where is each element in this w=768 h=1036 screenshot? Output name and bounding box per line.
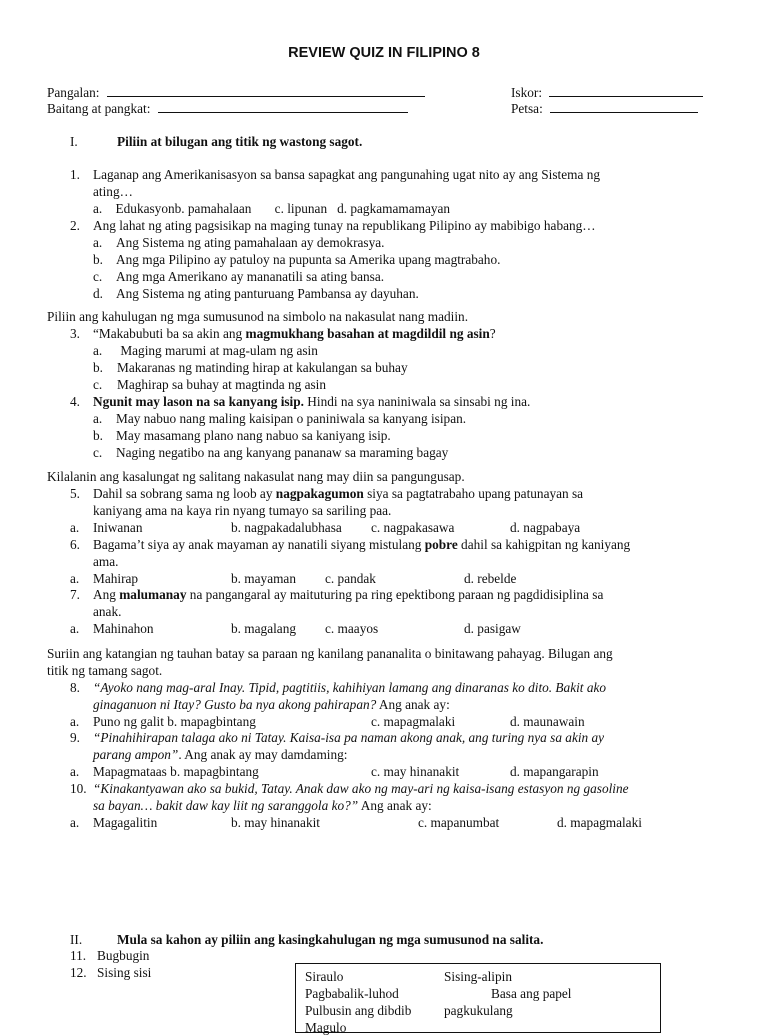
q2-number: 2. [70, 218, 80, 233]
q10-choice-a: Magagalitin [93, 815, 158, 830]
q12-number: 12. [70, 965, 87, 980]
q7-choice-a-letter: a. [70, 621, 80, 636]
q5-choice-c: c. nagpakasawa [371, 520, 455, 535]
quiz-title: REVIEW QUIZ IN FILIPINO 8 [288, 45, 480, 61]
q4-choice-c-letter: c. [93, 445, 103, 460]
q3-number: 3. [70, 326, 80, 341]
q6-text-post: dahil sa kahigpitan ng kaniyang [457, 537, 631, 552]
q10-number: 10. [70, 781, 87, 796]
q3-choice-c: Maghirap sa buhay at magtinda ng asin [117, 377, 327, 392]
q5-text-bold: nagpakagumon [275, 486, 364, 501]
q2-choice-c-letter: c. [93, 269, 103, 284]
q9-number: 9. [70, 730, 80, 745]
q8-choice-ab: Puno ng galit b. mapagbintang [93, 714, 256, 729]
q2-choice-d-letter: d. [93, 286, 103, 301]
q9-choice-a-letter: a. [70, 764, 80, 779]
q4-choice-b: May masamang plano nang nabuo sa kaniyang isip. [116, 428, 391, 443]
q8-choice-a-letter: a. [70, 714, 80, 729]
q7-number: 7. [70, 587, 80, 602]
section2-instruction: Piliin ang kahulugan ng mga sumusunod na simbolo na nakasulat nang madiin. [47, 309, 469, 324]
q4-text-post: Hindi na sya naniniwala sa sinsabi ng ina. [303, 394, 531, 409]
q4-choice-a: May nabuo nang maling kaisipan o paniniwala sa kanyang isipan. [116, 411, 467, 426]
q2-choice-a-letter: a. [93, 235, 103, 250]
q9-quote-line2 [93, 746, 347, 763]
q4-text [93, 393, 530, 410]
date-label: Petsa: [511, 101, 543, 116]
q10-choice-b: b. may hinanakit [231, 815, 320, 830]
q6-text-pre: Bagama’t siya ay anak mayaman ay nanatili siyang mistulang [93, 537, 425, 552]
box-word-pagkukulang: pagkukulang [444, 1003, 513, 1018]
q4-choice-b-letter: b. [93, 428, 103, 443]
q4-choice-c: Naging negatibo na ang kanyang pananaw sa maraming bagay [116, 445, 449, 460]
q3-choice-b: Makaranas ng matinding hirap at kakulangan sa buhay [117, 360, 408, 375]
q9-choice-c: c. may hinanakit [371, 764, 460, 779]
q3-text-bold: magmukhang basahan at magdildil ng asin [245, 326, 490, 341]
box-word-pagbabalik-luhod: Pagbabalik-luhod [305, 986, 399, 1001]
q7-text [93, 586, 603, 603]
q7-text-post: na pangangaral ay maituturing pa ring epektibong paraan ng pagdidisiplina sa [186, 587, 604, 602]
q3-choice-a-letter: a. [93, 343, 103, 358]
q5-text [93, 485, 583, 502]
box-word-pulbusin-ang-dibdib: Pulbusin ang dibdib [305, 1003, 412, 1018]
q4-text-bold: Ngunit may lason na sa kanyang isip. [93, 394, 304, 409]
q7-text-line2: anak. [93, 604, 122, 619]
q5-text-line2: kaniyang ama na kaya rin nyang tumayo sa sariling paa. [93, 503, 392, 518]
q2-choice-c: Ang mga Amerikano ay mananatili sa ating bansa. [116, 269, 385, 284]
word-choice-box [295, 963, 661, 1033]
name-field[interactable] [107, 83, 425, 97]
q4-choice-a-letter: a. [93, 411, 103, 426]
q10-quote-line2 [93, 797, 432, 814]
part1-instruction: Piliin at bilugan ang titik ng wastong sagot. [117, 134, 363, 149]
q10-choice-a-letter: a. [70, 815, 80, 830]
q1-choices: a. Edukasyonb. pamahalaan c. lipunan d. pagkamamamayan [93, 201, 451, 216]
q8-quote-line2-tail: Ang anak ay: [376, 697, 450, 712]
q9-choice-d: d. mapangarapin [510, 764, 599, 779]
q1-number: 1. [70, 167, 80, 182]
box-word-sising-alipin: Sising-alipin [444, 969, 512, 984]
q2-text: Ang lahat ng ating pagsisikap na maging tunay na republikang Pilipino ay mabibigo habang… [93, 218, 596, 233]
box-word-siraulo: Siraulo [305, 969, 344, 984]
q7-text-pre: Ang [93, 587, 120, 602]
grade-field[interactable] [158, 99, 408, 113]
q9-choice-ab: Mapagmataas b. mapagbintang [93, 764, 259, 779]
q10-choice-c: c. mapanumbat [418, 815, 500, 830]
part2-numeral: II. [70, 932, 83, 947]
q3-text-pre: “Makabubuti ba sa akin ang [93, 326, 246, 341]
q11-number: 11. [70, 948, 87, 963]
q3-choice-b-letter: b. [93, 360, 103, 375]
q9-quote-line2-italic: parang ampon” [93, 747, 179, 762]
date-field[interactable] [550, 99, 698, 113]
q2-choice-b-letter: b. [93, 252, 103, 267]
q3-choice-a: Maging marumi at mag-ulam ng asin [117, 343, 318, 358]
q5-choice-a: Iniwanan [93, 520, 143, 535]
q7-text-bold: malumanay [119, 587, 187, 602]
q7-choice-a: Mahinahon [93, 621, 154, 636]
q2-choice-d: Ang Sistema ng ating panturuang Pambansa ay dayuhan. [116, 286, 419, 301]
q8-quote-line2 [93, 696, 450, 713]
q7-choice-d: d. pasigaw [464, 621, 521, 636]
q6-text [93, 536, 630, 553]
q1-text-line2: ating… [93, 184, 133, 199]
q12-word: Sising sisi [97, 965, 152, 980]
section3-instruction: Kilalanin ang kasalungat ng salitang nakasulat nang may diin sa pangungusap. [47, 469, 465, 484]
q6-text-line2: ama. [93, 554, 119, 569]
q5-text-post: siya sa pagtatrabaho upang patunayan sa [363, 486, 584, 501]
q5-choice-d: d. nagpabaya [510, 520, 581, 535]
q10-choice-d: d. mapagmalaki [557, 815, 642, 830]
q11-word: Bugbugin [97, 948, 150, 963]
q5-choice-a-letter: a. [70, 520, 80, 535]
score-label: Iskor: [511, 85, 543, 100]
q5-number: 5. [70, 486, 80, 501]
section4-instruction-line2: titik ng tamang sagot. [47, 663, 163, 678]
q6-choice-a-letter: a. [70, 571, 80, 586]
q8-choice-c: c. mapagmalaki [371, 714, 456, 729]
q10-quote-line1: “Kinakantyawan ako sa bukid, Tatay. Anak daw ako ng may-ari ng kaisa-isang estasyon ng gasoline [93, 781, 629, 796]
part2-instruction: Mula sa kahon ay piliin ang kasingkahulugan ng mga sumusunod na salita. [117, 932, 544, 947]
grade-label: Baitang at pangkat: [47, 101, 151, 116]
q3-text [93, 325, 496, 342]
q8-quote-line1: “Ayoko nang mag-aral Inay. Tipid, pagtitiis, kahihiyan lamang ang dinaranas ko dito. Bakit ako [93, 680, 607, 695]
q9-quote-line2-tail: . Ang anak ay may damdaming: [178, 747, 348, 762]
q2-choice-a: Ang Sistema ng ating pamahalaan ay demokrasya. [116, 235, 385, 250]
q6-text-bold: pobre [424, 537, 458, 552]
q8-choice-d: d. maunawain [510, 714, 585, 729]
date-field-row [511, 99, 698, 117]
box-word-magulo: Magulo [305, 1020, 347, 1035]
q6-choice-a: Mahirap [93, 571, 139, 586]
grade-field-row [47, 99, 408, 117]
q3-text-post: ? [489, 326, 496, 341]
name-label: Pangalan: [47, 85, 100, 100]
q5-text-pre: Dahil sa sobrang sama ng loob ay [93, 486, 276, 501]
q6-choice-c: c. pandak [325, 571, 376, 586]
part1-numeral: I. [70, 134, 78, 149]
q3-choice-c-letter: c. [93, 377, 103, 392]
q9-quote-line1: “Pinahihirapan talaga ako ni Tatay. Kaisa-isa pa naman akong anak, ang turing nya sa akin ay [93, 730, 605, 745]
q7-choice-b: b. magalang [231, 621, 296, 636]
score-field[interactable] [549, 83, 703, 97]
q6-number: 6. [70, 537, 80, 552]
box-word-basa-ang-papel: Basa ang papel [491, 986, 572, 1001]
q5-choice-b: b. nagpakadalubhasa [231, 520, 342, 535]
q7-choice-c: c. maayos [325, 621, 379, 636]
q10-quote-line2-italic: sa bayan… bakit daw kay liit ng saranggola ko?” [93, 798, 359, 813]
q8-number: 8. [70, 680, 80, 695]
section4-instruction-line1: Suriin ang katangian ng tauhan batay sa paraan ng kanilang pananalita o binitawang pahayag. Bilugan ang [47, 646, 613, 661]
q2-choice-b: Ang mga Pilipino ay patuloy na pupunta sa Amerika upang magtrabaho. [116, 252, 501, 267]
q6-choice-d: d. rebelde [464, 571, 517, 586]
q6-choice-b: b. mayaman [231, 571, 296, 586]
q1-text-line1: Laganap ang Amerikanisasyon sa bansa sapagkat ang pangunahing ugat nito ay ang Sistema ng [93, 167, 600, 182]
q8-quote-line2-italic: ginaganuon ni Itay? Gusto ba nya akong pahirapan? [93, 697, 377, 712]
q10-quote-line2-tail: Ang anak ay: [358, 798, 432, 813]
q4-number: 4. [70, 394, 80, 409]
